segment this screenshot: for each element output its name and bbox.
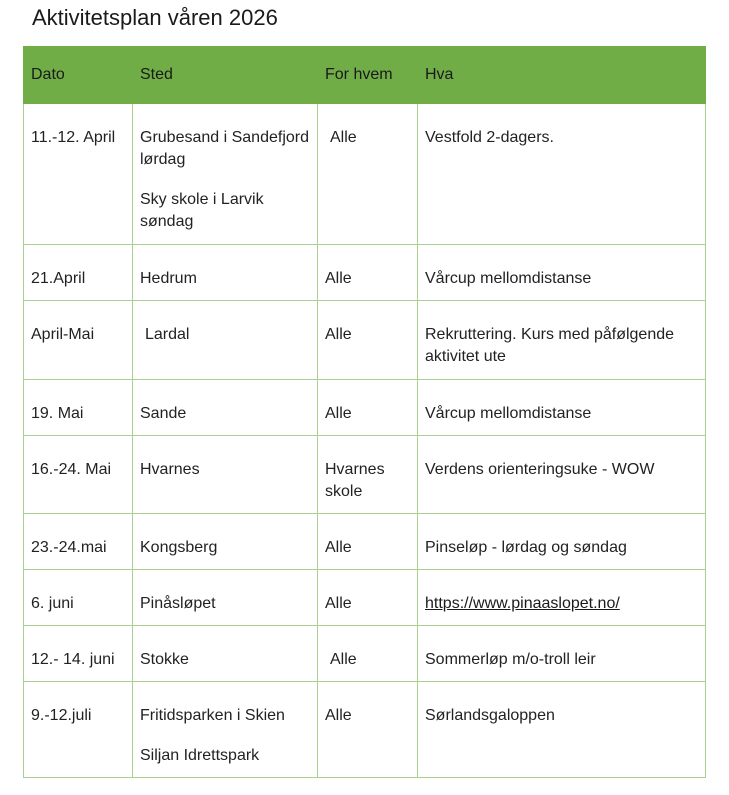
cell-dato: 9.-12.juli	[24, 682, 133, 778]
sted-text: Lardal	[145, 326, 190, 343]
header-dato: Dato	[24, 47, 133, 104]
cell-hva: Sørlandsgaloppen	[418, 682, 706, 778]
cell-sted: Stokke	[133, 626, 318, 682]
cell-sted	[133, 301, 318, 380]
for-hvem-text: Alle	[330, 129, 357, 146]
cell-for-hvem: Alle	[318, 514, 418, 570]
table-row	[24, 626, 706, 682]
cell-sted: Sande	[133, 380, 318, 436]
cell-hva: Rekruttering. Kurs med påfølgende aktivitet ute	[418, 301, 706, 380]
page-title: Aktivitetsplan våren 2026	[32, 5, 278, 30]
cell-sted: Hvarnes	[133, 436, 318, 514]
table-row	[24, 104, 706, 245]
table-row	[24, 436, 706, 514]
cell-for-hvem	[318, 104, 418, 245]
cell-sted	[133, 104, 318, 245]
sted-line: Siljan Idrettspark	[140, 747, 260, 764]
cell-hva: Vårcup mellomdistanse	[418, 380, 706, 436]
header-for-hvem: For hvem	[318, 47, 418, 104]
cell-for-hvem: Alle	[318, 682, 418, 778]
cell-for-hvem: Alle	[318, 570, 418, 626]
cell-for-hvem	[318, 626, 418, 682]
table-row	[24, 682, 706, 778]
table-row	[24, 380, 706, 436]
cell-hva: Pinseløp - lørdag og søndag	[418, 514, 706, 570]
cell-sted	[133, 682, 318, 778]
cell-for-hvem: Hvarnes skole	[318, 436, 418, 514]
cell-hva	[418, 570, 706, 626]
cell-dato: 19. Mai	[24, 380, 133, 436]
table-header-row	[24, 47, 706, 104]
pinaaslopet-link[interactable]: https://www.pinaaslopet.no/	[425, 595, 620, 612]
sted-line: Sky skole i Larvik søndag	[140, 191, 264, 230]
cell-dato: 12.- 14. juni	[24, 626, 133, 682]
cell-dato: 16.-24. Mai	[24, 436, 133, 514]
cell-hva: Vestfold 2-dagers.	[418, 104, 706, 245]
sted-line: Grubesand i Sandefjord lørdag	[140, 129, 309, 168]
cell-for-hvem: Alle	[318, 245, 418, 301]
header-hva: Hva	[418, 47, 706, 104]
cell-hva: Vårcup mellomdistanse	[418, 245, 706, 301]
cell-sted: Kongsberg	[133, 514, 318, 570]
sted-line: Fritidsparken i Skien	[140, 707, 285, 724]
cell-dato: April-Mai	[24, 301, 133, 380]
activity-table	[23, 46, 706, 778]
table-row	[24, 245, 706, 301]
cell-sted: Hedrum	[133, 245, 318, 301]
cell-hva: Sommerløp m/o-troll leir	[418, 626, 706, 682]
for-hvem-text: Alle	[330, 651, 357, 668]
cell-dato: 21.April	[24, 245, 133, 301]
cell-dato: 23.-24.mai	[24, 514, 133, 570]
cell-sted: Pinåsløpet	[133, 570, 318, 626]
table-row	[24, 301, 706, 380]
table-row	[24, 570, 706, 626]
cell-hva: Verdens orienteringsuke - WOW	[418, 436, 706, 514]
cell-for-hvem: Alle	[318, 301, 418, 380]
header-sted: Sted	[133, 47, 318, 104]
cell-dato: 11.-12. April	[24, 104, 133, 245]
cell-for-hvem: Alle	[318, 380, 418, 436]
cell-dato: 6. juni	[24, 570, 133, 626]
table-row	[24, 514, 706, 570]
